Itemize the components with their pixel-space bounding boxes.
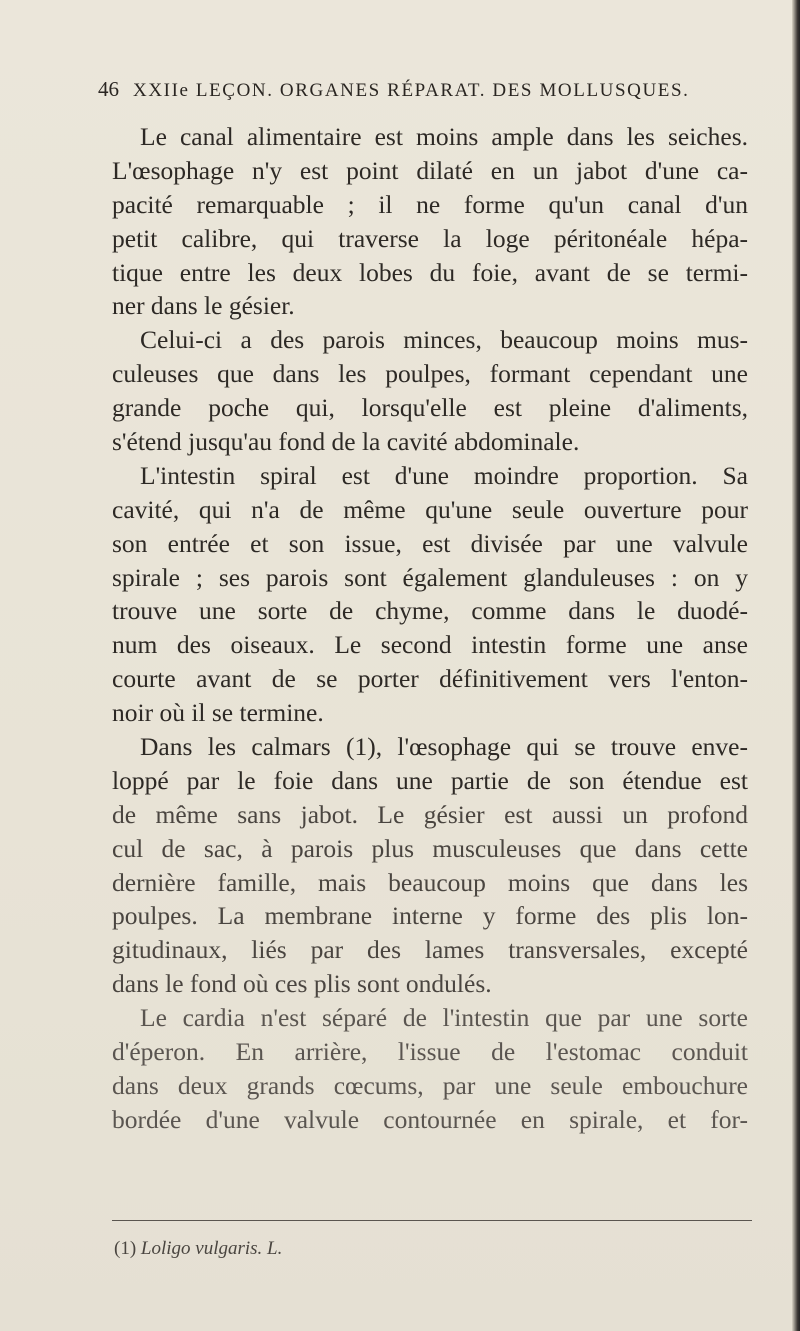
body-text: [112, 120, 748, 1137]
text-line: culeuses que dans les poulpes, formant cependant une: [112, 359, 748, 389]
page-edge-shadow: [792, 0, 800, 1331]
text-line: cavité, qui n'a de même qu'une seule ouverture pour: [112, 494, 748, 524]
text-line: L'œsophage n'y est point dilaté en un jabot d'une ca-: [112, 155, 748, 185]
text-line: d'éperon. En arrière, l'issue de l'estomac conduit: [112, 1037, 748, 1067]
running-title: XXIIe LEÇON. ORGANES RÉPARAT. DES MOLLUSQUES.: [133, 80, 690, 101]
text-line: dans deux grands cœcums, par une seule embouchure: [112, 1070, 748, 1100]
text-line: ner dans le gésier.: [112, 291, 295, 321]
text-line: de même sans jabot. Le gésier est aussi un profond: [112, 799, 748, 829]
text-line: courte avant de se porter définitivement vers l'enton-: [112, 664, 748, 694]
footnote-rule: [112, 1220, 752, 1221]
text-line: bordée d'une valvule contournée en spirale, et for-: [112, 1104, 748, 1134]
page-number: 46: [98, 77, 119, 101]
text-line: grande poche qui, lorsqu'elle est pleine d'aliments,: [112, 393, 748, 423]
text-line: cul de sac, à parois plus musculeuses que dans cette: [112, 833, 748, 863]
text-line: trouve une sorte de chyme, comme dans le duodé-: [112, 596, 748, 626]
text-line: Le canal alimentaire est moins ample dans les seiches.: [140, 122, 748, 151]
text-line: tique entre les deux lobes du foie, avant de se termi-: [112, 257, 748, 287]
running-header: [98, 77, 748, 107]
text-line: Le cardia n'est séparé de l'intestin que par une sorte: [140, 1003, 748, 1033]
text-line: petit calibre, qui traverse la loge péritonéale hépa-: [112, 223, 748, 253]
text-line: gitudinaux, liés par des lames transversales, excepté: [112, 935, 748, 965]
text-line: pacité remarquable ; il ne forme qu'un canal d'un: [112, 189, 748, 219]
text-line: num des oiseaux. Le second intestin forme une anse: [112, 630, 748, 660]
footnote-marker: (1): [114, 1238, 137, 1259]
text-line: Dans les calmars (1), l'œsophage qui se trouve enve-: [140, 732, 748, 762]
text-line: loppé par le foie dans une partie de son étendue est: [112, 765, 748, 795]
text-line: Celui-ci a des parois minces, beaucoup moins mus-: [140, 325, 748, 355]
text-line: L'intestin spiral est d'une moindre proportion. Sa: [140, 460, 748, 490]
text-line: dans le fond où ces plis sont ondulés.: [112, 969, 492, 999]
text-line: son entrée et son issue, est divisée par une valvule: [112, 528, 748, 558]
footnote-text: Loligo vulgaris. L.: [140, 1238, 283, 1259]
text-line: s'étend jusqu'au fond de la cavité abdominale.: [112, 427, 580, 457]
text-line: noir où il se termine.: [112, 698, 324, 728]
footnote: [114, 1238, 282, 1260]
text-line: poulpes. La membrane interne y forme des plis lon-: [112, 901, 748, 931]
text-line: spirale ; ses parois sont également glanduleuses : on y: [112, 562, 748, 592]
text-line: dernière famille, mais beaucoup moins que dans les: [112, 867, 748, 897]
